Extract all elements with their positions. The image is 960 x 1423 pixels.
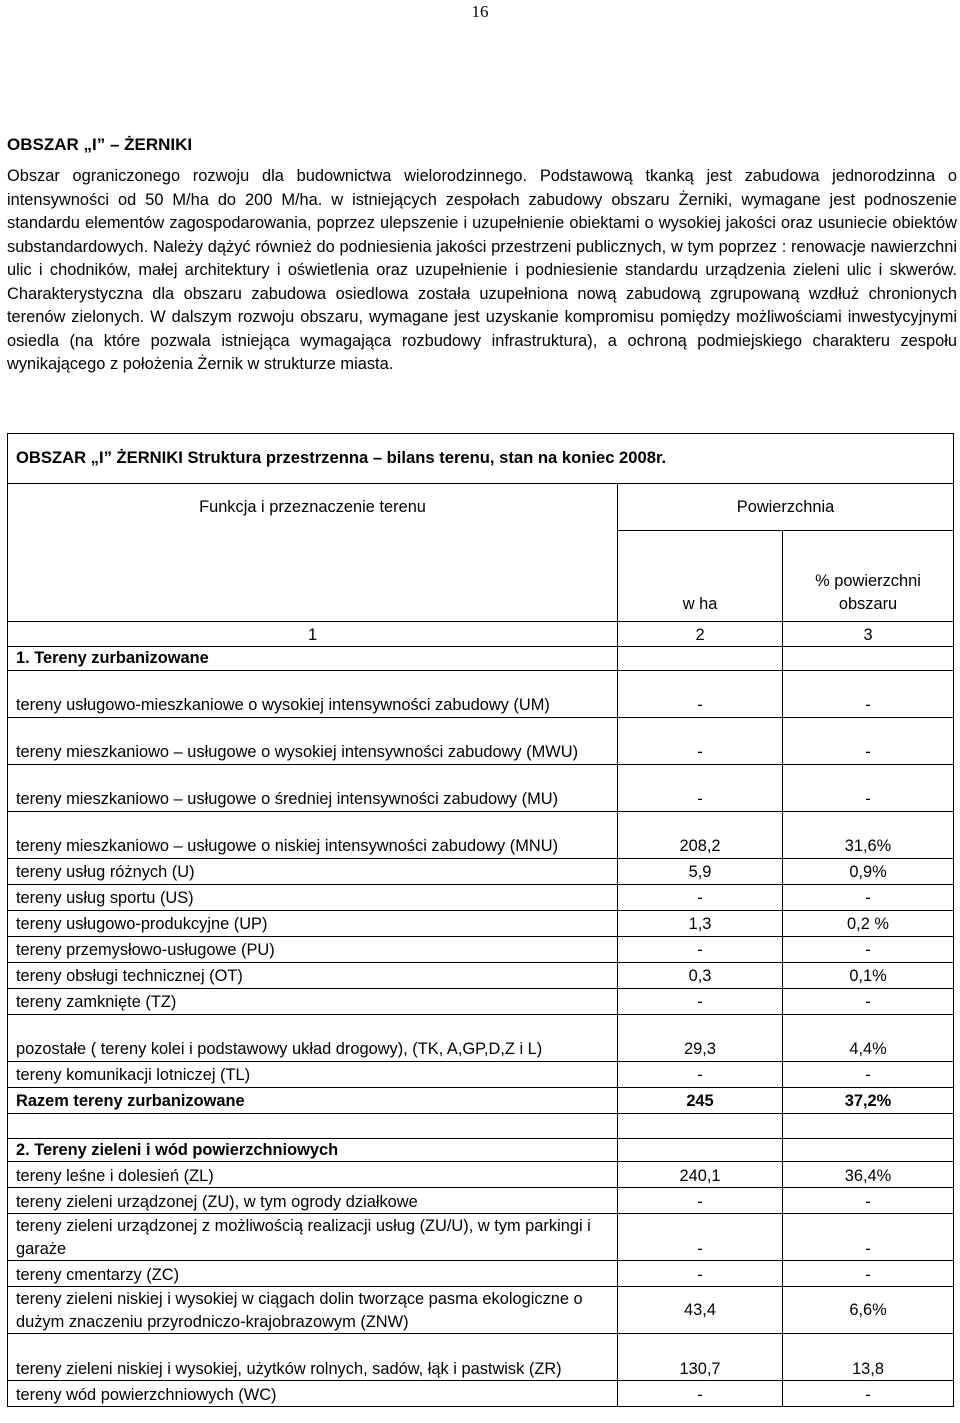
category-row [8, 1138, 954, 1162]
row-label: tereny obsługi technicznej (OT) [8, 962, 618, 988]
row-label: pozostałe ( tereny kolei i podstawowy układ drogowy), (TK, A,GP,D,Z i L) [8, 1014, 618, 1061]
table-row [8, 910, 954, 936]
row-pct: - [783, 1188, 954, 1214]
row-label: tereny zieleni urządzonej (ZU), w tym ogrody działkowe [8, 1188, 618, 1214]
table-row [8, 988, 954, 1014]
table-row [8, 884, 954, 910]
table-caption-row [8, 434, 954, 484]
row-pct: 0,9% [783, 858, 954, 884]
header-percent: % powierzchni obszaru [783, 531, 954, 622]
row-ha: - [618, 1214, 783, 1261]
row-ha: - [618, 1061, 783, 1087]
row-ha: 1,3 [618, 910, 783, 936]
intro-paragraph: Obszar ograniczonego rozwoju dla budownictwa wielorodzinnego. Podstawową tkanką jest zabudowa jednorodzinna o intensywności od 50 M/ha do 200 M/ha. w istniejących zespołach zabudowy obszaru Żerniki, wymagane jest podnoszenie standardu elementów zagospodarowania, poprzez ulepszenie i uzupełnienie obiektami o wysokiej jakości oraz usuniecie obiektów substandardowych. Należy dążyć również do podniesienia jakości przestrzeni publicznych, w tym poprzez : renowacje nawierzchni ulic i chodników, małej architektury i oświetlenia oraz uzupełnienie i podniesienie standardu urządzenia zieleni ulic i skwerów. Charakterystyczna dla obszaru zabudowa osiedlowa została uzupełniona nową zabudową zgrupowaną wzdłuż chronionych terenów zielonych. W dalszym rozwoju obszaru, wymagane jest uzyskanie kompromisu pomiędzy możliwościami inwestycyjnymi osiedla (na które pozwala istniejąca wymagająca rozbudowy infrastruktura), a ochroną podmiejskiego charakteru zespołu wynikającego z położenia Żernik w strukturze miasta. [7, 167, 957, 373]
row-label: tereny cmentarzy (ZC) [8, 1261, 618, 1287]
column-number: 1 [8, 622, 618, 647]
table-row [8, 1261, 954, 1287]
table-row [8, 811, 954, 858]
row-pct: 6,6% [783, 1287, 954, 1334]
row-ha: 240,1 [618, 1162, 783, 1188]
row-pct: - [783, 1261, 954, 1287]
header-row-2 [8, 531, 954, 622]
row-pct: 4,4% [783, 1014, 954, 1061]
row-label: tereny usługowo-produkcyjne (UP) [8, 910, 618, 936]
table-row [8, 764, 954, 811]
row-pct: - [783, 936, 954, 962]
row-ha: 5,9 [618, 858, 783, 884]
row-label: tereny przemysłowo-usługowe (PU) [8, 936, 618, 962]
table-row [8, 1334, 954, 1381]
row-label: tereny zamknięte (TZ) [8, 988, 618, 1014]
row-pct: - [783, 1381, 954, 1407]
header-row-1 [8, 484, 954, 531]
row-label: tereny usług sportu (US) [8, 884, 618, 910]
row-pct: 0,2 % [783, 910, 954, 936]
table-row [8, 1162, 954, 1188]
table-row [8, 717, 954, 764]
table-row [8, 1381, 954, 1407]
row-pct: - [783, 1061, 954, 1087]
header-area: Powierzchnia [618, 484, 954, 531]
table-row [8, 858, 954, 884]
row-label: tereny zieleni niskiej i wysokiej w ciągach dolin tworzące pasma ekologiczne o dużym znaczeniu przyrodniczo-krajobrazowym (ZNW) [8, 1287, 618, 1334]
row-ha: - [618, 717, 783, 764]
table-row [8, 1014, 954, 1061]
row-pct: 13,8 [783, 1334, 954, 1381]
section-title: OBSZAR „I” – ŻERNIKI [7, 135, 193, 154]
row-ha: 43,4 [618, 1287, 783, 1334]
table-row [8, 962, 954, 988]
land-balance-table [7, 433, 954, 1407]
table-row [8, 670, 954, 717]
row-ha: - [618, 1381, 783, 1407]
row-label: tereny mieszkaniowo – usługowe o niskiej intensywności zabudowy (MNU) [8, 811, 618, 858]
row-label: tereny usług różnych (U) [8, 858, 618, 884]
table-row [8, 1287, 954, 1334]
spacer-row [8, 1113, 954, 1138]
row-label: tereny mieszkaniowo – usługowe o średniej intensywności zabudowy (MU) [8, 764, 618, 811]
column-number: 3 [783, 622, 954, 647]
row-ha: 130,7 [618, 1334, 783, 1381]
header-ha: w ha [618, 531, 783, 622]
table-caption: OBSZAR „I” ŻERNIKI Struktura przestrzenna – bilans terenu, stan na koniec 2008r. [8, 434, 954, 484]
row-ha: 29,3 [618, 1014, 783, 1061]
row-pct: - [783, 670, 954, 717]
table-row [8, 1214, 954, 1261]
row-label: tereny komunikacji lotniczej (TL) [8, 1061, 618, 1087]
row-ha: - [618, 670, 783, 717]
row-label: tereny zieleni niskiej i wysokiej, użytków rolnych, sadów, łąk i pastwisk (ZR) [8, 1334, 618, 1381]
row-pct: - [783, 764, 954, 811]
category-label: 1. Tereny zurbanizowane [8, 647, 618, 671]
row-ha: - [618, 988, 783, 1014]
row-label: tereny mieszkaniowo – usługowe o wysokiej intensywności zabudowy (MWU) [8, 717, 618, 764]
total-row [8, 1087, 954, 1113]
column-number-row [8, 622, 954, 647]
row-pct: - [783, 1214, 954, 1261]
table-row [8, 1061, 954, 1087]
row-ha: 208,2 [618, 811, 783, 858]
row-ha: - [618, 1261, 783, 1287]
table-row [8, 936, 954, 962]
row-pct: - [783, 717, 954, 764]
row-ha: - [618, 1188, 783, 1214]
row-ha: - [618, 936, 783, 962]
category-row [8, 647, 954, 671]
category-label: 2. Tereny zieleni i wód powierzchniowych [8, 1138, 618, 1162]
page-number: 16 [471, 2, 489, 21]
header-function: Funkcja i przeznaczenie terenu [8, 484, 618, 531]
row-ha: 0,3 [618, 962, 783, 988]
row-ha: - [618, 884, 783, 910]
row-pct: - [783, 884, 954, 910]
row-pct: 36,4% [783, 1162, 954, 1188]
row-label: tereny leśne i dolesień (ZL) [8, 1162, 618, 1188]
row-label: tereny zieleni urządzonej z możliwością realizacji usług (ZU/U), w tym parkingi i garaże [8, 1214, 618, 1261]
total-label: Razem tereny zurbanizowane [8, 1087, 618, 1113]
row-pct: 31,6% [783, 811, 954, 858]
table-row [8, 1188, 954, 1214]
row-pct: - [783, 988, 954, 1014]
row-ha: - [618, 764, 783, 811]
row-label: tereny usługowo-mieszkaniowe o wysokiej intensywności zabudowy (UM) [8, 670, 618, 717]
row-label: tereny wód powierzchniowych (WC) [8, 1381, 618, 1407]
total-pct: 37,2% [783, 1087, 954, 1113]
column-number: 2 [618, 622, 783, 647]
row-pct: 0,1% [783, 962, 954, 988]
total-ha: 245 [618, 1087, 783, 1113]
